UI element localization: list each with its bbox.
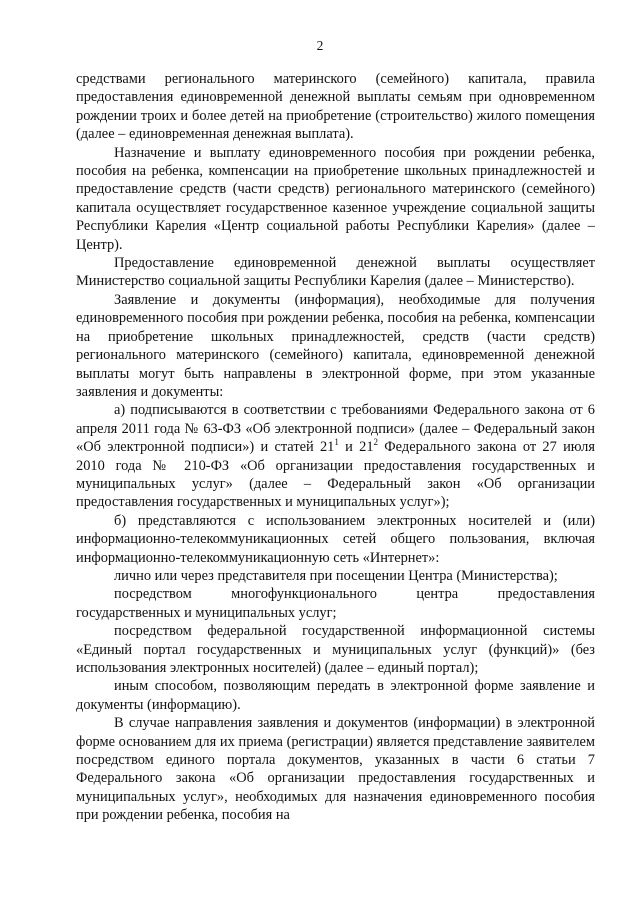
item-a-text-1: а) подписываются в соответствии с требованиями Федерального закона от 6 апреля 2011 года № 63-ФЗ «Об электронной подписи» (далее – Федеральный закон «Об электронной подписи») и статей 21	[76, 402, 595, 456]
list-item-b: б) представляются с использованием электронных носителей и (или) информационно-телекоммуникационных сетей общего пользования, включая информационно-телекоммуникационную сеть «Интернет»:	[76, 512, 595, 566]
superscript-2: 2	[373, 437, 379, 448]
list-sub-item-mfc: посредством многофункционального центра предоставления государственных и муниципальных услуг;	[76, 586, 595, 621]
paragraph-ministry: Предоставление единовременной денежной выплаты осуществляет Министерство социальной защиты Республики Карелия (далее – Министерство).	[76, 255, 595, 290]
list-sub-item-personal: лично или через представителя при посещении Центра (Министерства);	[114, 567, 558, 584]
list-item-a	[76, 401, 595, 511]
item-a-text-2: и 21	[338, 439, 374, 456]
paragraph-assignment-center: Назначение и выплату единовременного пособия при рождении ребенка, пособия на ребенка, компенсации на приобретение школьных принадлежностей и предоставление средств (части средств) регионального материнского (семейного) капитала осуществляет государственное казенное учреждение социальной защиты Республики Карелия «Центр социальной работы Республики Карелия» (далее – Центр).	[76, 144, 595, 253]
superscript-1: 1	[334, 437, 339, 448]
item-a-text-3: Федерального закона от 27 июля 2010 года № 210-ФЗ «Об организации предоставления государственных и муниципальных услуг» (далее – Федеральный закон «Об организации предоставления государственных и муниципальных услуг»);	[76, 439, 595, 511]
body-text	[76, 70, 595, 825]
paragraph-electronic-form: Заявление и документы (информация), необходимые для получения единовременного пособия при рождении ребенка, пособия на ребенка, компенсации на приобретение школьных принадлежностей, средств (части средств) регионального материнского (семейного) капитала, единовременной денежной выплаты могут быть направлены в электронной форме, при этом указанные заявления и документы:	[76, 291, 595, 400]
paragraph-continuation: средствами регионального материнского (семейного) капитала, правила предоставления единовременной денежной выплаты семьям при одновременном рождении троих и более детей на приобретение (строительство) жилого помещения (далее – единовременная денежная выплата).	[76, 71, 595, 143]
paragraph-registration: В случае направления заявления и документов (информации) в электронной форме основанием для их приема (регистрации) является представление заявителем посредством единого портала документов, указанных в части 6 статьи 7 Федерального закона «Об организации предоставления государственных и муниципальных услуг», необходимых для назначения единовременного пособия при рождении ребенка, пособия на	[76, 715, 595, 824]
page-number: 2	[316, 38, 324, 53]
list-sub-item-portal: посредством федеральной государственной информационной системы «Единый портал государственных и муниципальных услуг (функций)» (без использования электронных носителей) (далее – единый портал);	[76, 623, 595, 676]
list-sub-item-other: иным способом, позволяющим передать в электронной форме заявление и документы (информацию).	[76, 678, 595, 713]
